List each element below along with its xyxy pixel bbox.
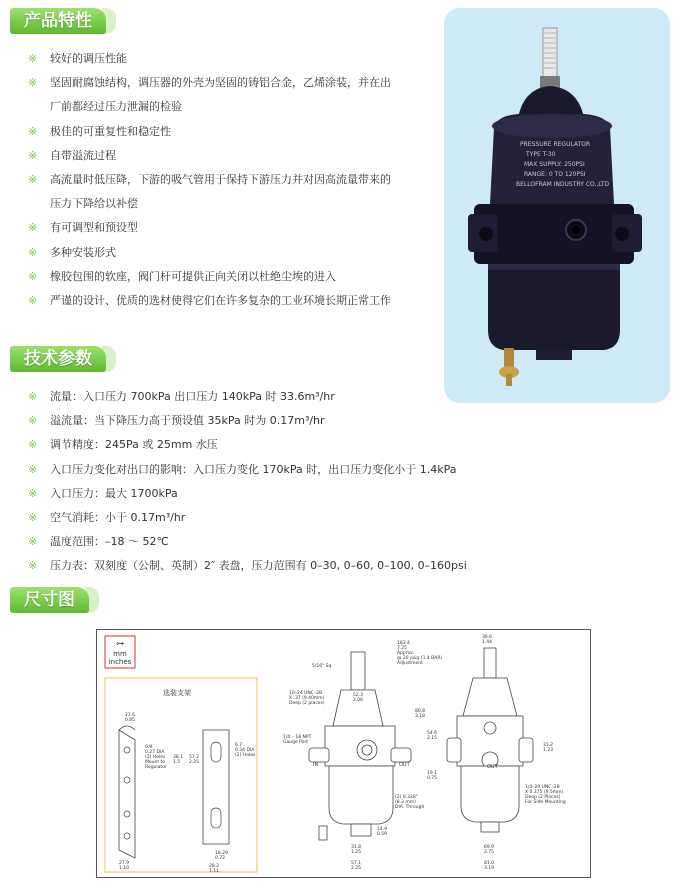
label-dia3: DIA. Through — [395, 805, 425, 810]
dim-d6: 31.8 — [351, 845, 362, 850]
dim-d5: 14.9 — [377, 827, 388, 832]
dim-b7b: 0.72 — [215, 856, 226, 861]
feature-text: 较好的调压性能 — [50, 52, 127, 65]
dim-d5b: 0.59 — [377, 832, 388, 837]
label-approx4: @ 20 psig (1.4 BAR) — [397, 656, 443, 661]
label-out: OUT — [399, 762, 410, 768]
features-list — [28, 47, 391, 313]
bullet-icon: ※ — [28, 462, 38, 476]
param-text: 空气消耗：小于 0.17m³/hr — [50, 511, 186, 525]
param-item — [28, 530, 467, 554]
bullet-icon: ※ — [28, 173, 38, 187]
label-unc1c: Deep (2 places) — [289, 701, 325, 706]
feature-text: 自带溢流过程 — [50, 148, 116, 162]
label-approx2: 7.25 — [397, 646, 408, 651]
units-mm: mm — [113, 650, 127, 658]
dim-d1b: 2.06 — [353, 698, 364, 703]
dim-b5: 6.7 — [235, 743, 243, 748]
label-unc2c: Deep (2 Places) — [525, 795, 561, 800]
dim-d11: 81.0 — [484, 861, 495, 866]
bullet-icon: ※ — [28, 390, 38, 403]
dim-d1: 52.3 — [353, 693, 364, 698]
label-in: IN — [313, 762, 319, 768]
dim-d6b: 1.25 — [351, 850, 362, 855]
feature-text: 严谨的设计、优质的选材使得它们在许多复杂的工业环境长期正常工作 — [50, 294, 391, 308]
dim-d4: 19.1 — [427, 771, 438, 776]
dim-b2e: Regulator — [145, 765, 167, 770]
dim-d9b: 1.23 — [543, 748, 554, 753]
dim-d10b: 2.75 — [484, 850, 495, 855]
dim-b5b: 0.34 DIA — [235, 748, 255, 753]
bullet-icon: ※ — [28, 269, 38, 283]
feature-text: 橡胶包围的软座，阀门杆可提供正向关闭以杜绝尘埃的进入 — [50, 269, 336, 283]
dim-b4b: 2.25 — [189, 760, 200, 765]
feature-text: 厂前都经过压力泄漏的检验 — [50, 100, 182, 114]
label-unc2b: X 0.375 (9.5mm) — [525, 790, 564, 795]
dim-b6b: 1.10 — [119, 866, 130, 871]
plate-text-2: TYPE T-30 — [526, 151, 556, 158]
feature-text: 坚固耐腐蚀结构，调压器的外壳为坚固的铸铝合金，乙烯涂装，并在出 — [50, 76, 391, 90]
param-item — [28, 482, 467, 506]
feature-item — [28, 71, 391, 119]
bullet-icon: ※ — [28, 76, 38, 90]
dim-b1: 21.6 — [125, 713, 136, 718]
plate-text-3: MAX SUPPLY: 250PSI — [524, 161, 585, 168]
label-approx: 183.4 — [397, 641, 410, 646]
dim-d8: 36.6 — [482, 635, 493, 640]
label-npt: 1/4 – 18 NPT — [283, 735, 312, 740]
dim-d10: 69.9 — [484, 845, 495, 850]
units-legend — [105, 636, 135, 668]
dim-b3b: 1.5 — [173, 760, 181, 765]
dim-b2c: (2) Holes — [145, 755, 166, 760]
bullet-icon: ※ — [28, 535, 38, 549]
dim-b4: 57.2 — [189, 755, 200, 760]
label-approx5: Adjustment — [397, 661, 423, 666]
dim-d3b: 2.15 — [427, 736, 438, 741]
label-out-center: OUT — [487, 764, 498, 770]
param-item — [28, 458, 467, 482]
feature-item — [28, 265, 391, 289]
dim-b3: 38.1 — [173, 755, 184, 760]
svg-text:⊶: ⊶ — [116, 639, 124, 648]
features-header: 产品特性 — [10, 8, 106, 34]
dimensions-header: 尺寸图 — [10, 587, 89, 613]
dim-d8b: 1.44 — [482, 640, 493, 645]
param-text: 入口压力变化对出口的影响：入口压力变化 170kPa 时，出口压力变化小于 1.4kPa — [50, 462, 457, 476]
feature-item — [28, 144, 391, 168]
bullet-icon: ※ — [28, 245, 38, 259]
dim-d7b: 2.25 — [351, 866, 362, 871]
param-text: 温度范围：–18 ～ 52℃ — [50, 535, 169, 549]
dim-b8b: 1.11 — [209, 869, 220, 874]
params-list — [28, 385, 467, 579]
param-text: 调节精度：245Pa 或 25mm 水压 — [50, 438, 218, 452]
dim-d11b: 3.19 — [484, 866, 495, 871]
dim-d9: 31.2 — [543, 743, 554, 748]
feature-text: 多种安装形式 — [50, 245, 116, 259]
bullet-icon: ※ — [28, 559, 38, 573]
dim-b1b: 0.85 — [125, 718, 136, 723]
param-item — [28, 506, 467, 530]
dim-d7: 57.1 — [351, 861, 362, 866]
label-unc2d: For Side Mounting — [525, 800, 566, 805]
dim-b7: 18.29 — [215, 851, 228, 856]
label-unc1b: X .37 (9.40mm) — [289, 696, 325, 701]
param-item — [28, 385, 467, 409]
bullet-icon: ※ — [28, 221, 38, 235]
dim-d4b: 0.75 — [427, 776, 438, 781]
feature-text: 高流量时低压降，下游的吸气管用于保持下游压力并对因高流量带来的 — [50, 173, 391, 187]
feature-text: 极佳的可重复性和稳定性 — [50, 124, 171, 138]
label-dia2: (8.3 mm) — [395, 800, 416, 805]
units-inches: inches — [108, 658, 132, 666]
feature-item — [28, 289, 391, 313]
feature-item — [28, 168, 391, 216]
feature-item — [28, 47, 391, 71]
dim-b2b: 0.27 DIA — [145, 750, 165, 755]
bullet-icon: ※ — [28, 438, 38, 452]
dim-b5c: (2) Holes — [235, 753, 256, 758]
label-sq: 5/16" Sq — [312, 664, 332, 669]
param-item — [28, 409, 467, 433]
label-unc1: 10–24 UNC–2B — [289, 691, 323, 696]
plate-text-1: PRESSURE REGULATOR — [520, 141, 591, 148]
feature-item — [28, 216, 391, 240]
dimension-drawing — [96, 629, 591, 878]
bullet-icon: ※ — [28, 148, 38, 162]
param-text: 流量：入口压力 700kPa 出口压力 140kPa 时 33.6m³/hr — [50, 390, 335, 403]
dim-d2b: 3.18 — [415, 714, 426, 719]
bullet-icon: ※ — [28, 294, 38, 308]
product-photo-panel — [444, 8, 670, 403]
param-item — [28, 554, 467, 578]
feature-text: 有可调型和预设型 — [50, 221, 138, 235]
pressure-regulator-image — [444, 8, 670, 403]
dim-d2: 80.8 — [415, 709, 426, 714]
param-text: 入口压力：最大 1700kPa — [50, 486, 178, 500]
param-text: 溢流量：当下降压力高于预设值 35kPa 时为 0.17m³/hr — [50, 414, 325, 428]
feature-item — [28, 120, 391, 144]
param-item — [28, 433, 467, 457]
label-unc2: 1/4–20 UNC–2B — [525, 785, 560, 790]
param-text: 压力表：双刻度（公制、英制）2″ 表盘，压力范围有 0–30, 0–60, 0–100, 0–160psi — [50, 559, 467, 573]
feature-item — [28, 241, 391, 265]
bullet-icon: ※ — [28, 52, 38, 65]
bullet-icon: ※ — [28, 511, 38, 525]
plate-text-4: RANGE: 0 TO 120PSI — [524, 171, 586, 178]
dim-b8: 28.2 — [209, 864, 220, 869]
bracket-title: 选装支架 — [163, 689, 191, 697]
plate-text-5: BELLOFRAM INDUSTRY CO.,LTD — [516, 181, 610, 188]
bullet-icon: ※ — [28, 486, 38, 500]
dim-b2d: Mount to — [145, 760, 166, 765]
dim-b2: 6.9 — [145, 745, 153, 750]
label-dia: (2) 0.328" — [395, 795, 418, 800]
label-approx3: Approx. — [397, 651, 415, 656]
params-header: 技术参数 — [10, 346, 106, 372]
feature-text: 压力下降给以补偿 — [50, 197, 138, 211]
dim-b6: 27.9 — [119, 861, 130, 866]
dim-d3: 54.6 — [427, 731, 438, 736]
bullet-icon: ※ — [28, 414, 38, 428]
label-npt2: Gauge Port — [283, 740, 309, 745]
bullet-icon: ※ — [28, 124, 38, 138]
